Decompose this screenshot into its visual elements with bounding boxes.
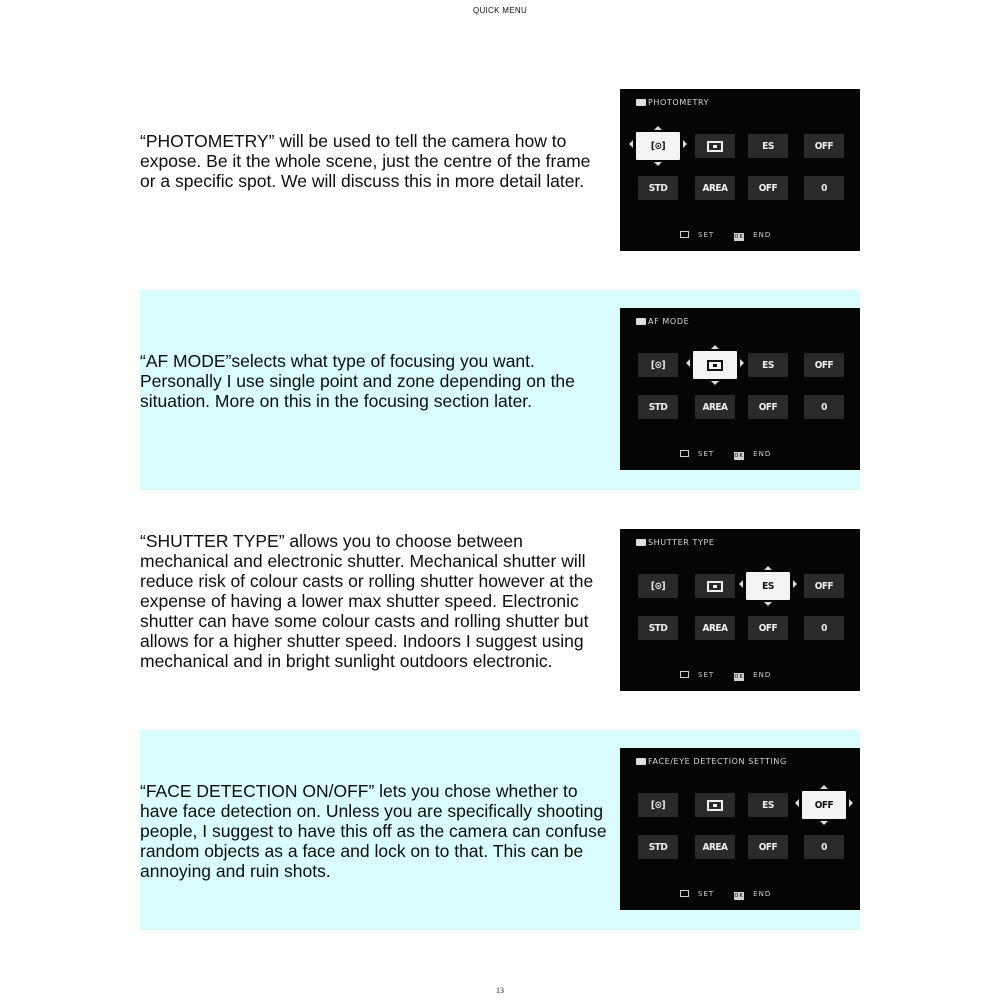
set-icon xyxy=(680,450,689,457)
end-label: END xyxy=(753,890,772,898)
tile-label: 0 xyxy=(821,182,827,194)
menu-title xyxy=(636,538,715,547)
film-simulation-icon[interactable] xyxy=(638,616,678,640)
tile-label: AREA xyxy=(702,182,728,194)
menu-title-text: AF MODE xyxy=(648,317,690,326)
ok-icon: OK xyxy=(734,453,744,459)
af-box-glyph xyxy=(695,134,735,158)
shutter-type-icon[interactable] xyxy=(748,134,788,158)
tile-label: OFF xyxy=(758,622,778,634)
tile-label: 0 xyxy=(821,622,827,634)
face-detection-icon[interactable] xyxy=(804,353,844,377)
ok-icon: OK xyxy=(734,893,744,899)
tile-label: AREA xyxy=(702,841,728,853)
menu-title-icon xyxy=(636,318,646,325)
tile-label: ES xyxy=(762,580,774,592)
selection-arrow-icon xyxy=(820,821,828,825)
end-label: END xyxy=(753,450,772,458)
set-label: SET xyxy=(698,671,715,679)
page-header: QUICK MENU xyxy=(472,6,528,15)
af-mode-description: “AF MODE”selects what type of focusing you want. Personally I use single point and zone depending on the situation. More on this in the focusing section later. xyxy=(140,351,575,411)
tile-label: ES xyxy=(762,359,774,371)
self-timer-icon[interactable] xyxy=(748,176,788,200)
brightness-icon[interactable] xyxy=(804,835,844,859)
film-simulation-icon[interactable] xyxy=(638,176,678,200)
self-timer-icon[interactable] xyxy=(748,835,788,859)
menu-title-text: FACE/EYE DETECTION SETTING xyxy=(648,757,787,766)
film-simulation-icon[interactable] xyxy=(638,835,678,859)
selection-arrow-icon xyxy=(740,359,744,367)
menu-title-icon xyxy=(636,539,646,546)
af-area-icon[interactable] xyxy=(695,616,735,640)
shutter-type-description: “SHUTTER TYPE” allows you to choose between mechanical and electronic shutter. Mechanical shutter will reduce risk of colour casts or rolling shutter however at the expense of having a lower max shutter speed. Electronic shutter can have some colour casts and rolling shutter but allows for a higher shutter speed. Indoors I suggest using mechanical and in bright sunlight outdoors electronic. xyxy=(140,531,594,671)
af-single-point-icon[interactable] xyxy=(695,134,735,158)
set-label: SET xyxy=(698,231,715,239)
face-detection-icon[interactable] xyxy=(804,134,844,158)
tile-label: STD xyxy=(648,622,668,634)
ok-icon: OK xyxy=(734,674,744,680)
af-area-icon[interactable] xyxy=(695,395,735,419)
menu-title-text: SHUTTER TYPE xyxy=(648,538,715,547)
shutter-type-icon[interactable] xyxy=(748,793,788,817)
photometry-multi-icon[interactable] xyxy=(638,574,678,598)
menu-title-icon xyxy=(636,758,646,765)
af-box-glyph xyxy=(695,574,735,598)
menu-title xyxy=(636,317,689,326)
tile-label: OFF xyxy=(814,140,834,152)
menu-title xyxy=(636,757,787,766)
tile-label: [⊙] xyxy=(650,799,666,811)
face-detection-icon[interactable] xyxy=(804,574,844,598)
brightness-icon[interactable] xyxy=(804,176,844,200)
menu-title xyxy=(636,98,709,107)
af-box-glyph xyxy=(693,351,737,379)
menu-footer xyxy=(680,450,771,460)
tile-label: ES xyxy=(762,799,774,811)
selection-arrow-icon xyxy=(711,345,719,349)
self-timer-icon[interactable] xyxy=(748,395,788,419)
selection-arrow-icon xyxy=(654,162,662,166)
set-icon xyxy=(680,231,689,238)
face-detection-description: “FACE DETECTION ON/OFF” lets you chose whether to have face detection on. Unless you are specifically shooting people, I suggest to have this off as the camera can confuse random objects as a face and lock on to that. This can be annoying and ruin shots. xyxy=(140,781,607,881)
self-timer-icon[interactable] xyxy=(748,616,788,640)
selection-arrow-icon xyxy=(793,580,797,588)
selection-arrow-icon xyxy=(795,799,799,807)
menu-footer xyxy=(680,231,771,241)
tile-label: STD xyxy=(648,841,668,853)
film-simulation-icon[interactable] xyxy=(638,395,678,419)
af-area-icon[interactable] xyxy=(695,835,735,859)
tile-label: STD xyxy=(648,182,668,194)
tile-label: OFF xyxy=(814,359,834,371)
selection-arrow-icon xyxy=(764,602,772,606)
page-number: 13 xyxy=(496,986,504,995)
face-detection-screenshot xyxy=(620,748,860,910)
tile-label: OFF xyxy=(758,182,778,194)
tile-label: OFF xyxy=(758,401,778,413)
af-mode-screenshot xyxy=(620,308,860,470)
shutter-type-screenshot xyxy=(620,529,860,691)
photometry-multi-icon[interactable] xyxy=(636,132,680,160)
photometry-description: “PHOTOMETRY” will be used to tell the camera how to expose. Be it the whole scene, just the centre of the frame or a specific spot. We will discuss this in more detail later. xyxy=(140,131,591,191)
tile-label: 0 xyxy=(821,401,827,413)
photometry-screenshot xyxy=(620,89,860,251)
menu-title-icon xyxy=(636,99,646,106)
selection-arrow-icon xyxy=(654,126,662,130)
menu-title-text: PHOTOMETRY xyxy=(648,98,710,107)
tile-label: OFF xyxy=(758,841,778,853)
end-label: END xyxy=(753,671,772,679)
face-detection-icon[interactable] xyxy=(802,791,846,819)
selection-arrow-icon xyxy=(820,785,828,789)
af-single-point-icon[interactable] xyxy=(695,574,735,598)
shutter-type-icon[interactable] xyxy=(748,353,788,377)
tile-label: [⊙] xyxy=(650,359,666,371)
ok-icon: OK xyxy=(734,234,744,240)
tile-label: 0 xyxy=(821,841,827,853)
selection-arrow-icon xyxy=(686,359,690,367)
tile-label: [⊙] xyxy=(650,580,666,592)
selection-arrow-icon xyxy=(849,799,853,807)
shutter-type-icon[interactable] xyxy=(746,572,790,600)
tile-label: STD xyxy=(648,401,668,413)
tile-label: [⊙] xyxy=(650,140,666,152)
selection-arrow-icon xyxy=(711,381,719,385)
set-icon xyxy=(680,671,689,678)
tile-label: OFF xyxy=(814,580,834,592)
selection-arrow-icon xyxy=(629,140,633,148)
brightness-icon[interactable] xyxy=(804,616,844,640)
af-single-point-icon[interactable] xyxy=(693,351,737,379)
brightness-icon[interactable] xyxy=(804,395,844,419)
af-area-icon[interactable] xyxy=(695,176,735,200)
selection-arrow-icon xyxy=(764,566,772,570)
tile-label: ES xyxy=(762,140,774,152)
photometry-multi-icon[interactable] xyxy=(638,353,678,377)
selection-arrow-icon xyxy=(739,580,743,588)
tile-label: AREA xyxy=(702,401,728,413)
menu-footer xyxy=(680,890,771,900)
af-box-glyph xyxy=(695,793,735,817)
set-label: SET xyxy=(698,450,715,458)
photometry-multi-icon[interactable] xyxy=(638,793,678,817)
set-icon xyxy=(680,890,689,897)
end-label: END xyxy=(753,231,772,239)
set-label: SET xyxy=(698,890,715,898)
af-single-point-icon[interactable] xyxy=(695,793,735,817)
tile-label: OFF xyxy=(814,799,834,811)
tile-label: AREA xyxy=(702,622,728,634)
menu-footer xyxy=(680,671,771,681)
selection-arrow-icon xyxy=(683,140,687,148)
